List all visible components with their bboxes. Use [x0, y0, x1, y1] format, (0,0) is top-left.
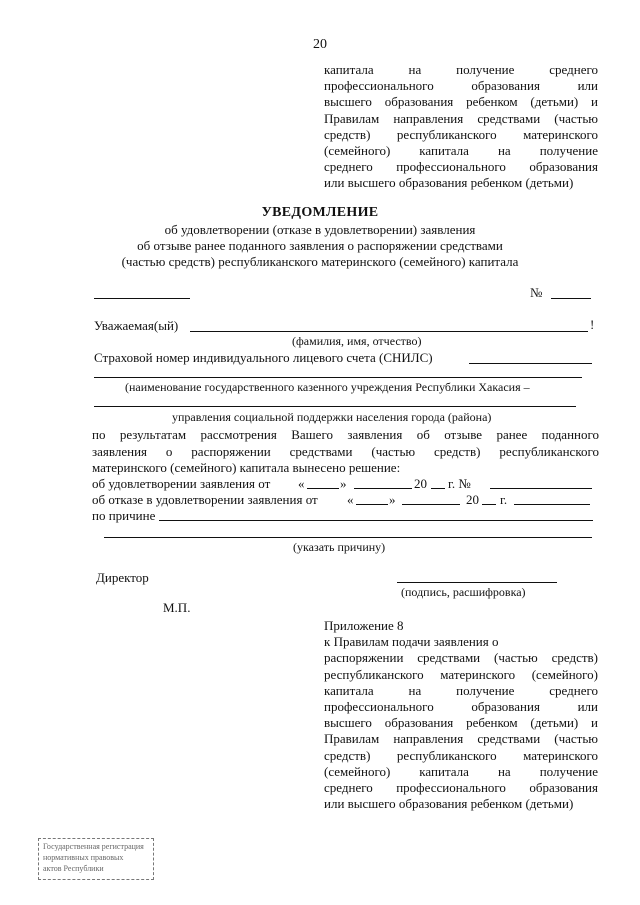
- signature-caption: (подпись, расшифровка): [401, 585, 526, 599]
- body-line: материнского (семейного) капитала вынесено решение:: [92, 460, 401, 475]
- grant-month-field[interactable]: [354, 488, 412, 489]
- refuse-extra-field[interactable]: [514, 504, 590, 505]
- ref-line: средств) республиканского материнского: [324, 126, 598, 142]
- snils-label: Страховой номер индивидуального лицевого счета (СНИЛС): [94, 350, 433, 365]
- refuse-year: 20: [466, 492, 479, 507]
- appendix-line: республиканского материнского (семейного): [324, 666, 598, 682]
- institution-caption: (наименование государственного казенного учреждения Республики Хакасия –: [125, 380, 530, 394]
- refuse-year-field[interactable]: [482, 504, 496, 505]
- reason-caption: (указать причину): [293, 540, 386, 554]
- director-label: Директор: [96, 570, 149, 585]
- institution-caption-2: управления социальной поддержки населения города (района): [172, 410, 492, 424]
- refuse-month-field[interactable]: [402, 504, 460, 505]
- greeting-end: !: [590, 317, 595, 332]
- institution-field[interactable]: [94, 377, 582, 378]
- reason-field[interactable]: [159, 520, 593, 521]
- stamp-line: актов Республики: [43, 864, 104, 873]
- appendix-title: Приложение 8: [324, 618, 404, 633]
- appendix-line: (семейного) капитала на получение: [324, 763, 598, 779]
- date-field[interactable]: [94, 298, 190, 299]
- fio-field[interactable]: [190, 331, 588, 332]
- appendix-line: средств) республиканского материнского: [324, 747, 598, 763]
- appendix-line: распоряжении средствами (частью средств): [324, 650, 598, 666]
- ref-line: среднего профессионального образования: [324, 159, 598, 175]
- grant-year: 20: [414, 476, 427, 491]
- appendix-line: высшего образования ребенком (детьми) и: [324, 715, 598, 731]
- appendix-block: [324, 618, 598, 812]
- fio-caption: (фамилия, имя, отчество): [292, 334, 422, 348]
- body-line: заявления о распоряжении средствами (частью средств) республиканского: [92, 443, 599, 459]
- document-title: УВЕДОМЛЕНИЕ: [261, 205, 379, 220]
- number-label: №: [530, 285, 543, 300]
- body-line: по результатам рассмотрения Вашего заявления об отзыве ранее поданного: [92, 427, 599, 442]
- refuse-quote-open: «: [347, 492, 354, 507]
- grant-day-field[interactable]: [307, 488, 339, 489]
- appendix-line: или высшего образования ребенком (детьми): [324, 796, 574, 812]
- subtitle-line: об отзыве ранее поданного заявления о распоряжении средствами: [137, 238, 503, 253]
- grant-quote-open: «: [298, 476, 305, 491]
- subtitle: [70, 222, 570, 270]
- ref-line: или высшего образования ребенком (детьми): [324, 175, 574, 191]
- reason-field-2[interactable]: [104, 537, 592, 538]
- reason-label: по причине: [92, 508, 156, 523]
- ref-line: (семейного) капитала на получение: [324, 143, 598, 159]
- refuse-day-field[interactable]: [356, 504, 388, 505]
- grant-label: об удовлетворении заявления от: [92, 476, 271, 491]
- signature-field[interactable]: [397, 582, 557, 583]
- stamp-line: нормативных правовых: [43, 853, 124, 862]
- page-number: 20: [313, 37, 327, 52]
- grant-quote-close: »: [340, 476, 347, 491]
- institution-field-2[interactable]: [94, 406, 576, 407]
- appendix-line: к Правилам подачи заявления о: [324, 634, 499, 650]
- appendix-line: среднего профессионального образования: [324, 780, 598, 796]
- refuse-label: об отказе в удовлетворении заявления от: [92, 492, 318, 507]
- stamp-line: Государственная регистрация: [43, 842, 144, 851]
- greeting-label: Уважаемая(ый): [94, 318, 179, 333]
- reference-block-top: [324, 62, 598, 192]
- ref-line: капитала на получение среднего: [324, 62, 598, 77]
- refuse-year-suffix: г.: [500, 492, 508, 507]
- refuse-quote-close: »: [389, 492, 396, 507]
- number-field[interactable]: [551, 298, 591, 299]
- ref-line: высшего образования ребенком (детьми) и: [324, 94, 598, 110]
- appendix-line: профессионального образования или: [324, 699, 598, 715]
- seal-label: М.П.: [163, 600, 191, 615]
- grant-year-suffix: г. №: [448, 476, 471, 491]
- grant-year-field[interactable]: [431, 488, 445, 489]
- decision-paragraph: [92, 427, 599, 477]
- subtitle-line: об удовлетворении (отказе в удовлетворении) заявления: [164, 222, 476, 237]
- subtitle-line: (частью средств) республиканского материнского (семейного) капитала: [121, 254, 519, 269]
- ref-line: профессионального образования или: [324, 78, 598, 94]
- appendix-line: капитала на получение среднего: [324, 682, 598, 698]
- appendix-line: Правилам направления средствами (частью: [324, 731, 598, 747]
- ref-line: Правилам направления средствами (частью: [324, 110, 598, 126]
- grant-number-field[interactable]: [490, 488, 592, 489]
- snils-field[interactable]: [469, 363, 592, 364]
- registration-stamp: [38, 838, 154, 880]
